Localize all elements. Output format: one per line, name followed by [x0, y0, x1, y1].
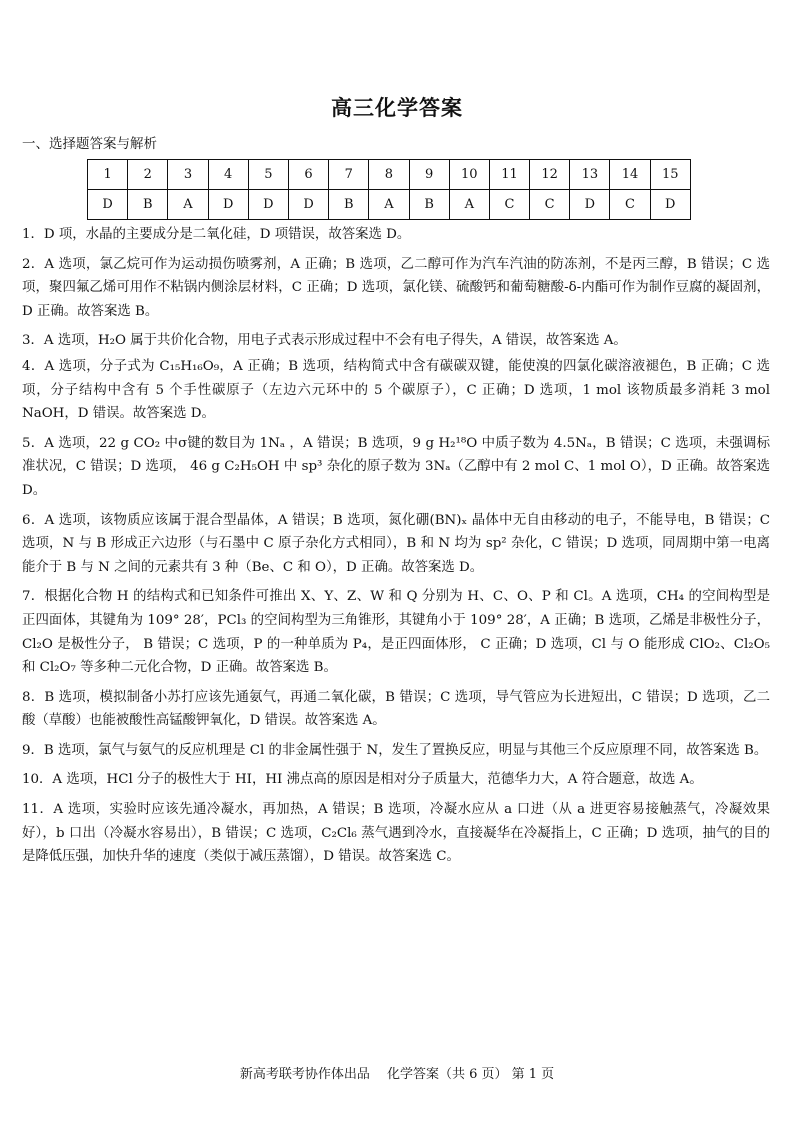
- answer-cell: D: [88, 190, 128, 220]
- section-heading: 一、选择题答案与解析: [22, 136, 157, 152]
- answer-cell: D: [570, 190, 610, 220]
- explanation-q11: 11．A 选项，实验时应该先通冷凝水，再加热，A 错误；B 选项，冷凝水应从 a 口进（从 a 进更容易接触蒸气，冷凝效果好），b 口出（冷凝水容易出），B 错误；C 选项，C₂Cl₆ 蒸气遇到冷水，直接凝华在冷凝指上，C 正确；D 选项，抽气的目的是降低压强，加快升华的速度（类似于减压蒸馏），D 错误。故答案选 C。: [22, 802, 770, 865]
- explanation-q1: 1．D 项，水晶的主要成分是二氧化硅，D 项错误，故答案选 D。: [22, 227, 411, 242]
- question-number-cell: 7: [329, 160, 369, 190]
- answer-cell: D: [288, 190, 328, 220]
- answer-cell: A: [449, 190, 489, 220]
- answer-cell: A: [369, 190, 409, 220]
- question-number-cell: 8: [369, 160, 409, 190]
- question-number-cell: 15: [650, 160, 690, 190]
- answer-cell: D: [248, 190, 288, 220]
- question-number-cell: 6: [288, 160, 328, 190]
- question-number-cell: 1: [88, 160, 128, 190]
- page-title: 高三化学答案: [331, 96, 463, 120]
- answer-row: [88, 190, 691, 220]
- answer-cell: C: [610, 190, 650, 220]
- question-number-cell: 9: [409, 160, 449, 190]
- answer-cell: D: [208, 190, 248, 220]
- explanations: [22, 223, 770, 875]
- question-number-row: [88, 160, 691, 190]
- answer-cell: C: [489, 190, 529, 220]
- explanation-q2: 2．A 选项，氯乙烷可作为运动损伤喷雾剂，A 正确；B 选项，乙二醇可作为汽车汽油的防冻剂，不是丙三醇，B 错误；C 选项，聚四氟乙烯可用作不粘锅内侧涂层材料，C 正确；D 选项，氯化镁、硫酸钙和葡萄糖酸-δ-内酯可作为制作豆腐的凝固剂，D 正确。故答案选 B。: [22, 256, 770, 319]
- question-number-cell: 14: [610, 160, 650, 190]
- explanation-q8: 8．B 选项，模拟制备小苏打应该先通氨气，再通二氧化碳，B 错误；C 选项，导气管应为长进短出，C 错误；D 选项，乙二酸（草酸）也能被酸性高锰酸钾氧化，D 错误。故答案选 A。: [22, 689, 770, 729]
- question-number-cell: 12: [530, 160, 570, 190]
- question-number-cell: 2: [128, 160, 168, 190]
- explanation-q7: 7．根据化合物 H 的结构式和已知条件可推出 X、Y、Z、W 和 Q 分别为 H、C、O、P 和 Cl。A 选项，CH₄ 的空间构型是正四面体，其键角为 109° 28′，PCl₃ 的空间构型为三角锥形，其键角小于 109° 28′，A 正确；B 选项，乙烯是非极性分子，Cl₂O 是极性分子， B 错误；C 选项，P 的一种单质为 P₄，是正四面体形， C 正确；D 选项，Cl 与 O 能形成 ClO₂、Cl₂O₅ 和 Cl₂O₇ 等多种二元化合物，D 正确。故答案选 B。: [22, 589, 770, 676]
- answer-cell: C: [530, 190, 570, 220]
- question-number-cell: 10: [449, 160, 489, 190]
- explanation-q9: 9．B 选项，氯气与氨气的反应机理是 Cl 的非金属性强于 N，发生了置换反应，明显与其他三个反应原理不同，故答案选 B。: [22, 742, 768, 758]
- question-number-cell: 5: [248, 160, 288, 190]
- explanation-q10: 10．A 选项，HCl 分子的极性大于 HI，HI 沸点高的原因是相对分子质量大，范德华力大，A 符合题意，故选 A。: [22, 772, 703, 788]
- explanation-q3: 3．A 选项，H₂O 属于共价化合物，用电子式表示形成过程中不会有电子得失，A 错误，故答案选 A。: [22, 333, 627, 349]
- explanation-q6: 6．A 选项，该物质应该属于混合型晶体，A 错误；B 选项，氮化硼(BN)ₓ 晶体中无自由移动的电子，不能导电，B 错误；C 选项，N 与 B 形成正六边形（与石墨中 C 原子杂化方式相同），B 和 N 均为 sp² 杂化，C 错误；D 选项，同周期中第一电离能介于 B 与 N 之间的元素共有 3 种（Be、C 和 O），D 正确。故答案选 D。: [22, 512, 770, 575]
- answer-cell: D: [650, 190, 690, 220]
- explanation-q5: 5．A 选项，22 g CO₂ 中σ键的数目为 1Nₐ ，A 错误；B 选项，9 g H₂¹⁸O 中质子数为 4.5Nₐ，B 错误；C 选项，未强调标准状况，C 错误；D 选项， 46 g C₂H₅OH 中 sp³ 杂化的原子数为 3Nₐ（乙醇中有 2 mol C、1 mol O），D 正确。故答案选 D。: [22, 435, 770, 498]
- question-number-cell: 4: [208, 160, 248, 190]
- question-number-cell: 3: [168, 160, 208, 190]
- answer-cell: B: [329, 190, 369, 220]
- answer-cell: B: [409, 190, 449, 220]
- question-number-cell: 13: [570, 160, 610, 190]
- page-footer: 新高考联考协作体出品 化学答案（共 6 页） 第 1 页: [239, 1067, 555, 1082]
- answer-table: [87, 159, 691, 220]
- explanation-q4: 4．A 选项，分子式为 C₁₅H₁₆O₉，A 正确；B 选项，结构简式中含有碳碳双键，能使溴的四氯化碳溶液褪色，B 正确；C 选项，分子结构中含有 5 个手性碳原子（左边六元环中的 5 个碳原子），C 正确；D 选项，1 mol 该物质最多消耗 3 mol NaOH，D 错误。故答案选 D。: [22, 358, 770, 422]
- question-number-cell: 11: [489, 160, 529, 190]
- answer-cell: B: [128, 190, 168, 220]
- answer-cell: A: [168, 190, 208, 220]
